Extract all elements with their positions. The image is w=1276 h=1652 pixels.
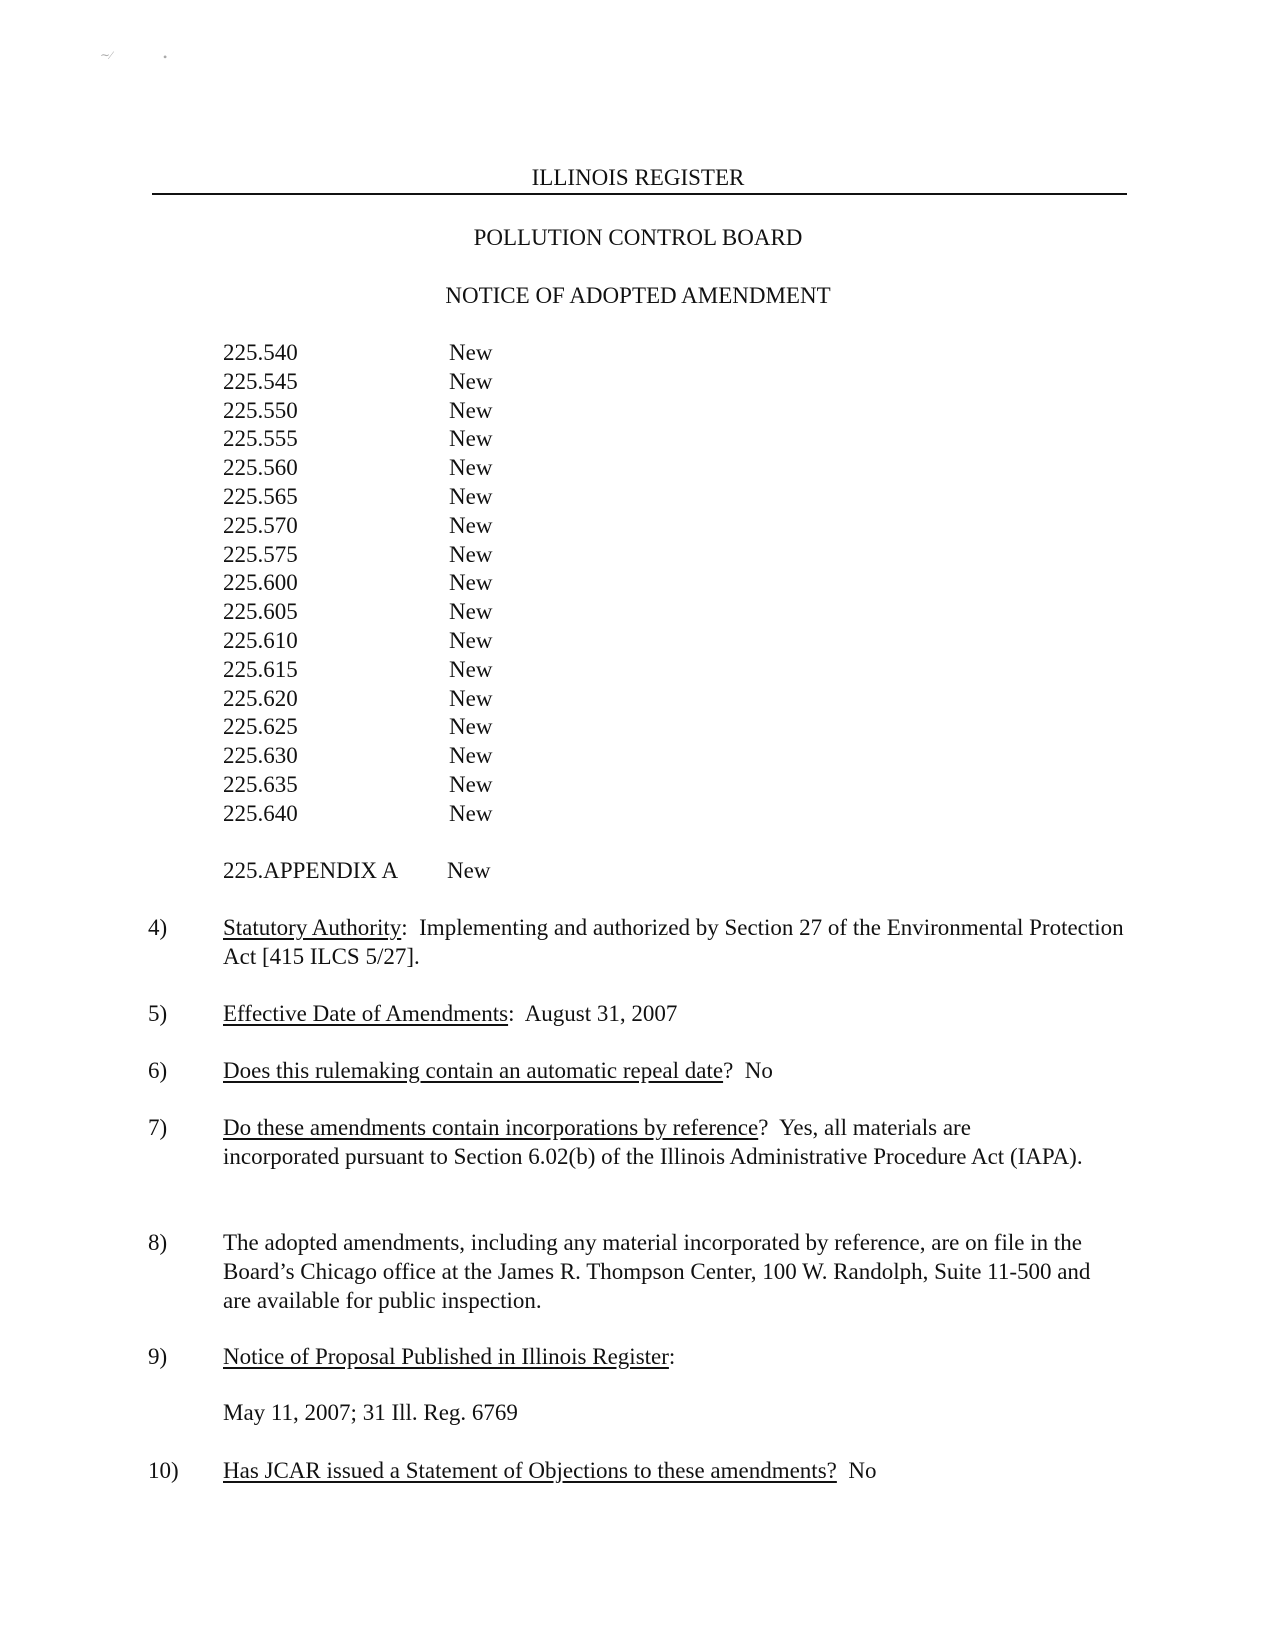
section-number: 225.640 [223,800,298,826]
item-text: Yes, all materials are incorporated pursuant to Section 6.02(b) of the Illinois Administrative Procedure Act (IAPA). [223,1115,1083,1169]
section-row [223,771,492,800]
section-row [223,541,492,570]
item-body [223,1057,1128,1086]
section-number: 225.630 [223,743,298,769]
section-number: 225.560 [223,455,298,481]
section-status: New [449,541,493,567]
section-number: 225.625 [223,714,298,740]
item-text: No [733,1058,773,1083]
section-status: New [449,743,493,769]
item-number: 7) [148,1115,168,1140]
section-row [223,800,492,829]
section-row [223,425,492,454]
section-status: New [449,627,493,653]
register-title: ILLINOIS REGISTER [531,165,745,190]
item-number: 10) [148,1458,179,1483]
item-text: August 31, 2007 [514,1001,678,1026]
section-number: 225.610 [223,627,298,653]
section-status: New [449,771,493,797]
section-number: 225.570 [223,512,298,538]
section-list [223,339,492,829]
section-status: New [449,800,493,826]
item-number: 8) [148,1230,168,1255]
item-heading-separator: : [508,1001,515,1026]
scan-mark: ∼⁄ [100,48,113,62]
item-body [223,1114,1083,1172]
section-row [223,368,492,397]
header-rule [152,193,1127,195]
section-status: New [449,685,493,711]
section-status: New [449,714,493,740]
section-status: New [449,570,493,596]
item-heading: Does this rulemaking contain an automatic repeal date [223,1058,724,1083]
item-body [223,914,1128,972]
section-row [223,713,492,742]
section-status: New [449,512,493,538]
appendix-row [223,857,490,885]
section-row [223,598,492,627]
section-status: New [449,455,493,481]
item-heading-separator: : [401,915,408,940]
section-number: 225.635 [223,771,298,797]
item-text: No [836,1458,877,1483]
item-heading: Effective Date of Amendments [223,1001,509,1026]
section-number: 225.550 [223,397,298,423]
section-number: 225.600 [223,570,298,596]
item-text: The adopted amendments, including any material incorporated by reference, are on file in the Board’s Chicago office at the James R. Thompson Center, 100 W. Randolph, Suite 11-500 and are available for public inspection. [223,1230,1091,1313]
item-body [223,1000,1128,1029]
item-heading: Statutory Authority [223,915,402,940]
item-number: 5) [148,1001,168,1026]
item-heading-separator: : [668,1344,676,1369]
section-status: New [449,397,493,423]
section-row [223,397,492,426]
section-number: 225.605 [223,599,298,625]
section-status: New [449,599,493,625]
section-number: 225.545 [223,368,298,394]
section-status: New [449,368,493,394]
appendix-number: 225.APPENDIX A [223,858,399,883]
section-row [223,483,492,512]
notice-title: NOTICE OF ADOPTED AMENDMENT [445,283,831,308]
section-number: 225.540 [223,340,298,365]
section-number: 225.615 [223,656,298,682]
item-number: 4) [148,915,168,940]
item-heading-separator: ? [758,1115,769,1140]
item-body [223,1343,1128,1372]
section-status: New [449,340,493,365]
section-status: New [449,483,493,509]
item-heading-separator: ? [723,1058,734,1083]
section-number: 225.565 [223,483,298,509]
section-row [223,454,492,483]
section-row [223,742,492,771]
section-number: 225.620 [223,685,298,711]
section-status: New [449,656,493,682]
scan-mark: • [163,50,168,64]
proposal-publication-detail: May 11, 2007; 31 Ill. Reg. 6769 [223,1400,518,1425]
section-number: 225.555 [223,426,298,452]
appendix-status: New [447,858,491,883]
item-text: Implementing and authorized by Section 27 of the Environmental Protection Act [415 ILCS 5/27]. [223,915,1129,969]
section-status: New [449,426,493,452]
section-row [223,656,492,685]
item-heading: Do these amendments contain incorporations by reference [223,1115,759,1140]
item-number: 9) [148,1344,168,1369]
section-row [223,569,492,598]
section-row [223,339,492,368]
item-heading: Notice of Proposal Published in Illinois Register [223,1344,669,1369]
section-number: 225.575 [223,541,298,567]
item-body [223,1457,1128,1486]
section-row [223,512,492,541]
item-heading: Has JCAR issued a Statement of Objections to these amendments? [223,1458,837,1483]
item-number: 6) [148,1058,168,1083]
board-name: POLLUTION CONTROL BOARD [473,225,803,250]
section-row [223,627,492,656]
section-row [223,685,492,714]
